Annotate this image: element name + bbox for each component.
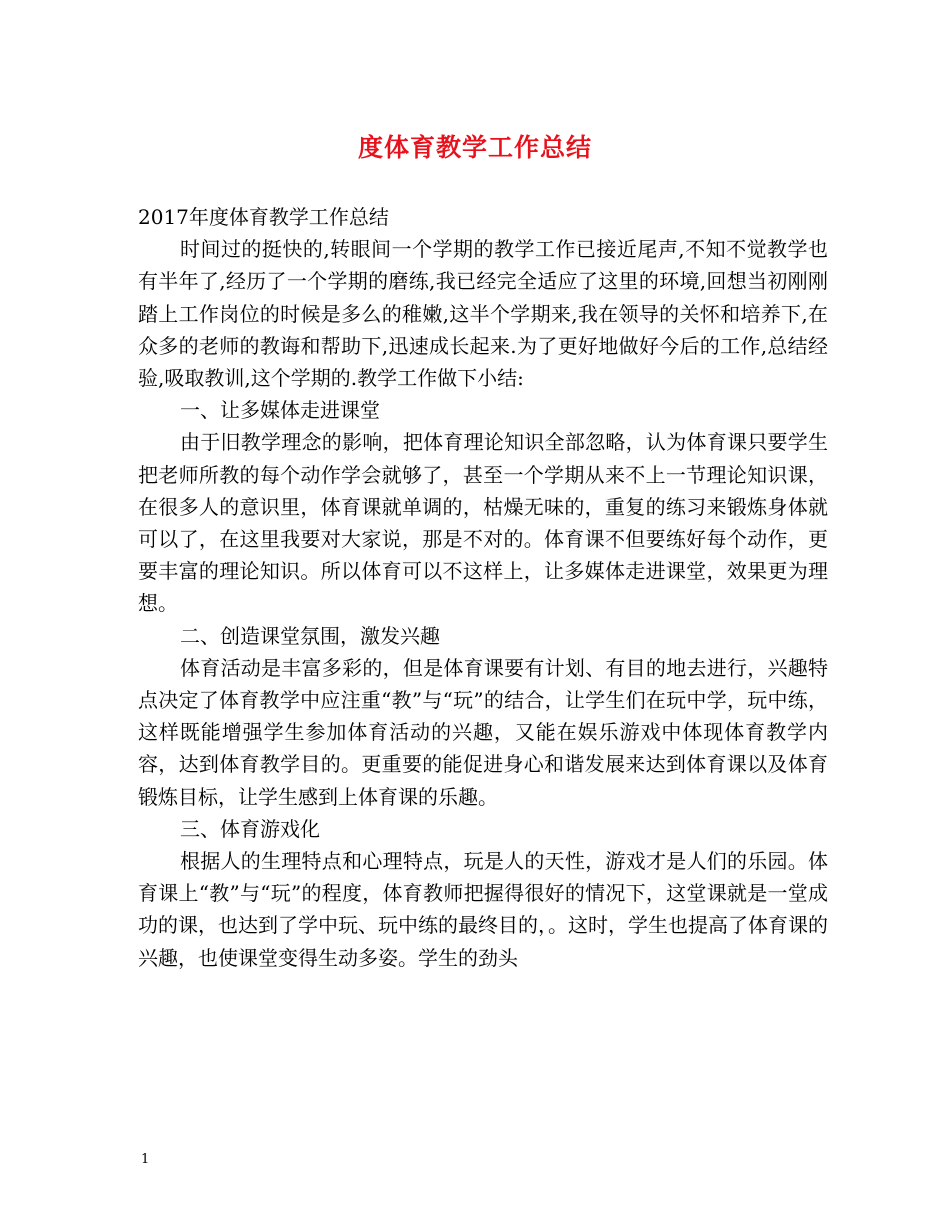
subtitle-line: 2017年度体育教学工作总结 [138, 205, 389, 229]
document-body [138, 201, 828, 974]
section-heading-1: 一、让多媒体走进课堂 [180, 398, 380, 423]
section-heading-2: 二、创造课堂氛围，激发兴趣 [180, 623, 440, 648]
paragraph-section-2: 体育活动是丰富多彩的，但是体育课要有计划、有目的地去进行，兴趣特点决定了体育教学中应注重“教”与“玩”的结合，让学生们在玩中学，玩中练，这样既能增强学生参加体育活动的兴趣，又能在娱乐游戏中体现体育教学内容，达到体育教学目的。更重要的能促进身心和谐发展来达到体育课以及体育锻炼目标，让学生感到上体育课的乐趣。 [138, 655, 828, 809]
paragraph-intro: 时间过的挺快的,转眼间一个学期的教学工作已接近尾声,不知不觉教学也有半年了,经历了一个学期的磨练,我已经完全适应了这里的环境,回想当初刚刚踏上工作岗位的时候是多么的稚嫩,这半个学期来,我在领导的关怀和培养下,在众多的老师的教诲和帮助下,迅速成长起来.为了更好地做好今后的工作,总结经验,吸取教训,这个学期的.教学工作做下小结: [138, 237, 828, 391]
section-heading-3: 三、体育游戏化 [180, 816, 320, 841]
paragraph-section-3: 根据人的生理特点和心理特点，玩是人的天性，游戏才是人们的乐园。体育课上“教”与“玩”的程度，体育教师把握得很好的情况下，这堂课就是一堂成功的课，也达到了学中玩、玩中练的最终目的，。这时，学生也提高了体育课的兴趣，也使课堂变得生动多姿。学生的劲头 [138, 849, 828, 970]
document-title: 度体育教学工作总结 [357, 133, 592, 162]
paragraph-section-1: 由于旧教学理念的影响，把体育理论知识全部忽略，认为体育课只要学生把老师所教的每个动作学会就够了，甚至一个学期从来不上一节理论知识课，在很多人的意识里，体育课就单调的，枯燥无味的，重复的练习来锻炼身体就可以了，在这里我要对大家说，那是不对的。体育课不但要练好每个动作，更要丰富的理论知识。所以体育可以不这样上，让多媒体走进课堂，效果更为理想。 [138, 430, 828, 616]
page-number: 1 [141, 1152, 150, 1167]
